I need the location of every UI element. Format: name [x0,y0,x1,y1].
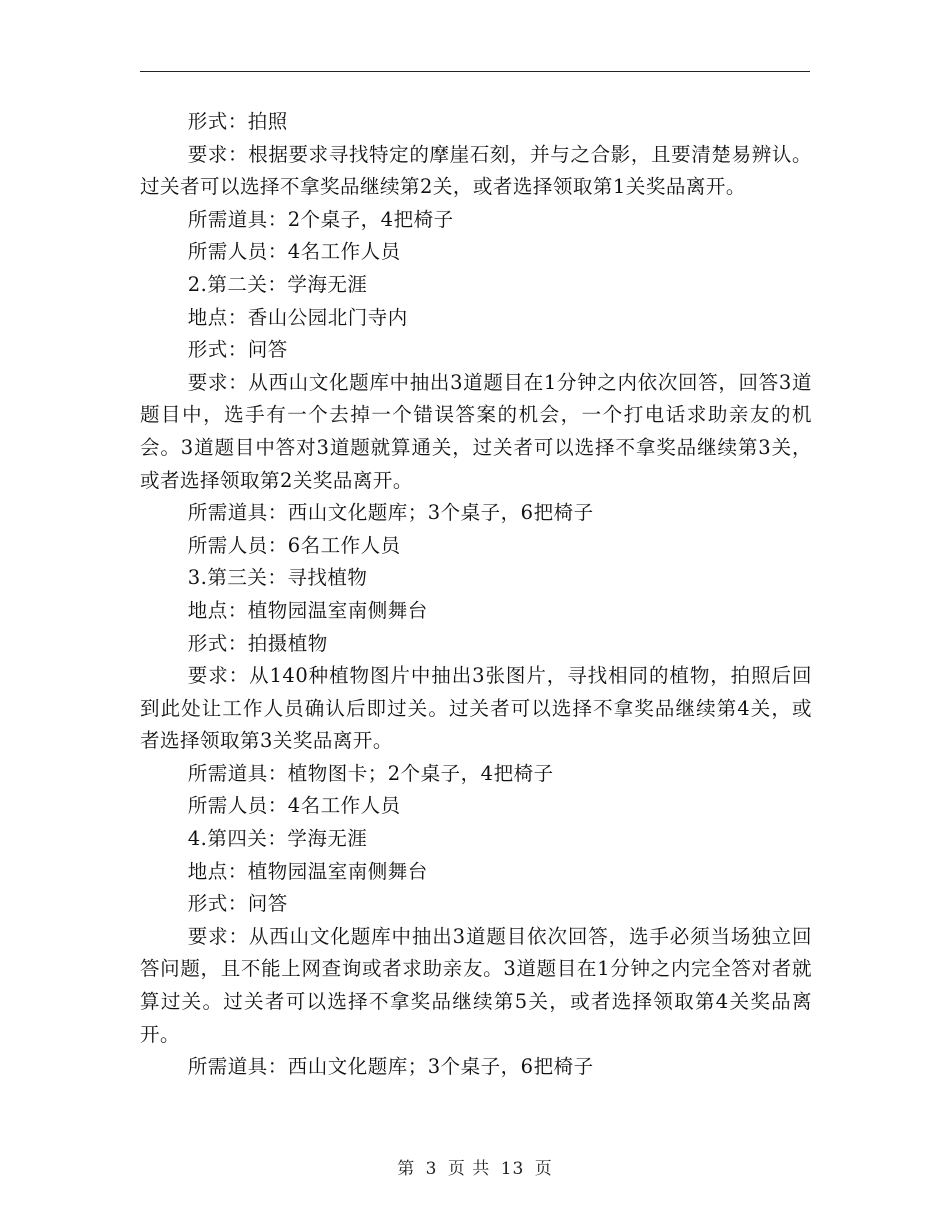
paragraph: 地点：植物园温室南侧舞台 [187,859,428,883]
footer-prefix: 第 [397,1159,416,1179]
section-heading: 4.第四关：学海无涯 [187,827,368,851]
body-text [140,106,812,1084]
paragraph: 所需道具：西山文化题库；3个桌子，6把椅子 [187,1055,594,1079]
footer-total-pages: 13 [500,1159,525,1179]
paragraph: 要求：从西山文化题库中抽出3道题目依次回答，选手必须当场独立回答问题，且不能上网查询或者求助亲友。3道题目在1分钟之内完全答对者就算过关。过关者可以选择不拿奖品继续第5关，或者选择领取第4关奖品离开。 [140,924,812,1046]
section-heading: 2.第二关：学海无涯 [187,272,368,296]
paragraph: 所需道具：植物图卡；2个桌子，4把椅子 [187,761,554,785]
footer-page-number: 3 [425,1159,438,1179]
paragraph: 所需道具：2个桌子，4把椅子 [187,207,454,231]
paragraph: 所需人员：4名工作人员 [187,794,401,818]
paragraph: 地点：香山公园北门寺内 [187,305,408,329]
header-rule [140,71,810,72]
paragraph: 地点：植物园温室南侧舞台 [187,598,428,622]
paragraph: 要求：从140种植物图片中抽出3张图片，寻找相同的植物，拍照后回到此处让工作人员确认后即过关。过关者可以选择不拿奖品继续第4关，或者选择领取第3关奖品离开。 [140,664,812,753]
paragraph: 所需道具：西山文化题库；3个桌子，6把椅子 [187,501,594,525]
footer-middle: 页 共 [447,1159,491,1179]
paragraph: 形式：拍照 [187,110,288,133]
paragraph: 形式：问答 [187,892,288,916]
footer-suffix: 页 [534,1159,553,1179]
paragraph: 形式：问答 [187,338,288,362]
page-footer [0,1154,950,1179]
paragraph: 所需人员：6名工作人员 [187,533,401,557]
paragraph: 要求：根据要求寻找特定的摩崖石刻，并与之合影，且要清楚易辨认。过关者可以选择不拿奖品继续第2关，或者选择领取第1关奖品离开。 [140,142,812,199]
paragraph: 形式：拍摄植物 [187,631,328,655]
paragraph: 所需人员：4名工作人员 [187,240,401,264]
paragraph: 要求：从西山文化题库中抽出3道题目在1分钟之内依次回答，回答3道题目中，选手有一个去掉一个错误答案的机会，一个打电话求助亲友的机会。3道题目中答对3道题就算通关，过关者可以选择不拿奖品继续第3关，或者选择领取第2关奖品离开。 [140,370,812,492]
section-heading: 3.第三关：寻找植物 [187,566,368,590]
